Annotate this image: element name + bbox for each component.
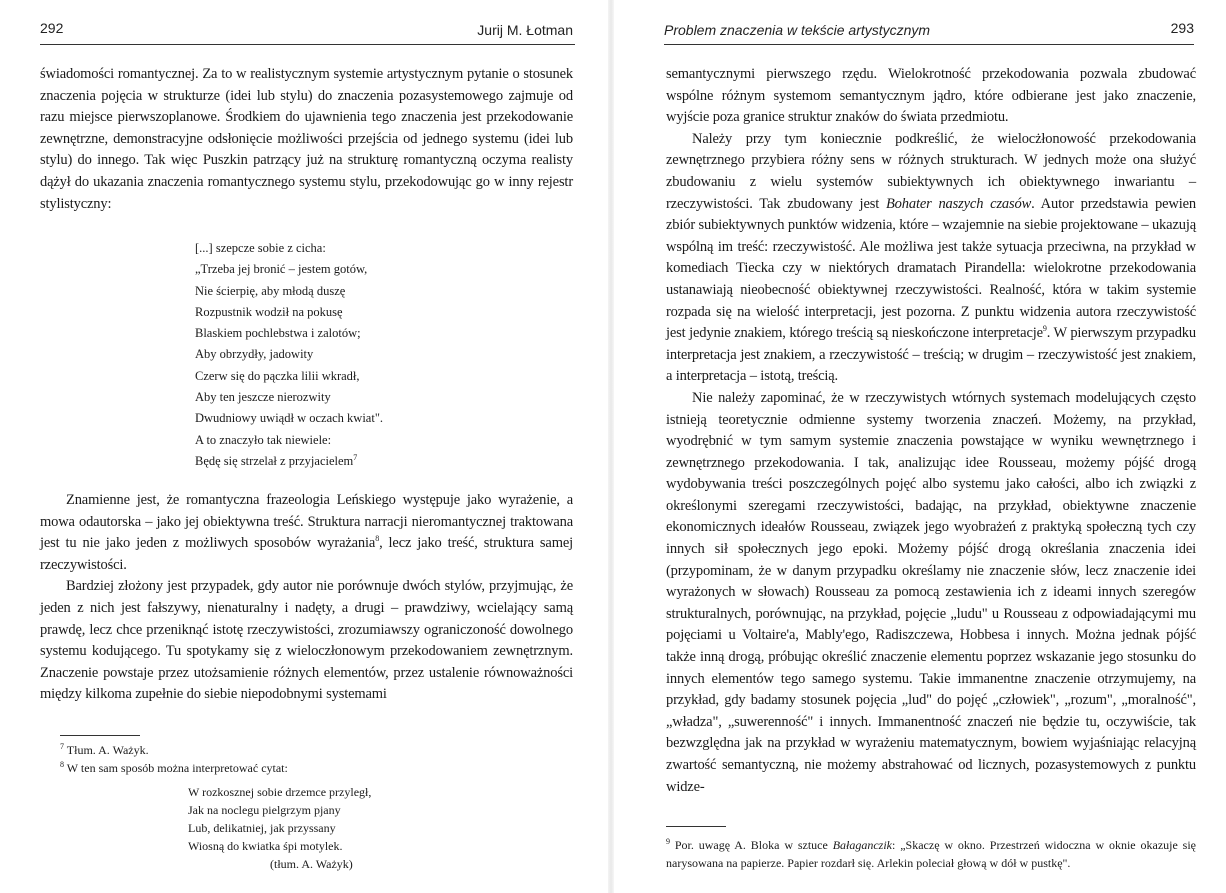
poem-line: Blaskiem pochlebstwa i zalotów; <box>195 326 361 341</box>
footnote-ref: 8 <box>375 534 380 544</box>
right-running-title: Problem znaczenia w tekście artystycznym <box>664 22 931 38</box>
poem-line: Dwudniowy uwiądł w oczach kwiat". <box>195 411 384 426</box>
quoted-poem <box>195 238 383 472</box>
poem-line: Wiosną do kwiatka śpi motylek. <box>188 839 343 853</box>
book-title: Bohater naszych czasów <box>885 195 1032 212</box>
right-paragraph-3: Nie należy zapominać, że w rzeczywistych wtórnych systemach modelujących często istnieją teoretycznie odmienne systemy tworzenia znaczeń. Możemy, na przykład, wyodrębnić w tym samym systemie znaczenia powstające w wyniku wewnętrznego i zewnętrznego przekodowania. I tak, analizując idee Rousseau, możemy pójść drogą wydobywania treści poszczególnych pojęć albo systemu jako całości, albo ich związki z określonymi szeregami rzeczywistości, badając, na przykład, obiektywne znaczenie ekonomicznych ideałów Rousseau, związek jego wyobrażeń z praktyką społeczną tych czy innych sił społecznych jego epoki. Możemy pójść drogą określania znaczenia idei (przypominam, że w danym przypadku określamy nie znaczenie słów, lecz znaczenie idei wyrażonych w słowach) Rousseau za pomocą zestawienia ich z ideami innych szeregów strukturalnych, porównując, na przykład, pojęcie „ludu" u Rousseau z odpowiadającymi mu pojęciami u Voltaire'a, Mably'ego, Radiszczewa, Hobbesa i innych. Można jednak pójść także inną drogą, próbując określić znaczenie elementu poprzez wskazanie jego stosunku do innych elementów tego samego systemu. Takie immanentne znaczenie otrzymujemy, na przykład, gdy badamy stosunek pojęcia „lud" do pojęć „człowiek", „rozum", „moralność", „władza", „suwerenność" i innych. Immanentność znaczeń nie będzie tu, oczywiście, tak bezwzględna jak na przykład w wyrażeniu matematycznym, bowiem wyjaśniając relacyjną zwartość semantyczną, nie możemy abstrahować od licznych, pozasystemowych z punktu widze- <box>666 389 1196 795</box>
poem-line: Jak na noclegu pielgrzym pjany <box>188 803 341 817</box>
footnote-ref: 9 <box>1042 324 1047 334</box>
poem-line: A to znaczyło tak niewiele: <box>195 432 332 447</box>
left-body-top <box>40 64 573 215</box>
poem-line: [...] szepcze sobie z cicha: <box>195 241 326 255</box>
left-paragraph-1: świadomości romantycznej. Za to w realistycznym systemie artystycznym pytanie o stosunek znaczenia pojęcia w strukturze (idei lub stylu) do znaczenia pozasystemowego zajmuje od razu miejsce pierwszoplanowe. Środkiem do ujawnienia tego znaczenia jest przekodowanie zewnętrzne, demonstracyjne odsłonięcie możliwości przejścia od jednego systemu (idei lub stylu) do innego. Tak więc Puszkin patrzący już na strukturę romantyczną oczyma realisty dążył do ukazania znaczenia romantycznego systemu stylu, przekodowując go w inny rejestr stylistyczny: <box>40 66 573 212</box>
left-paragraph-3: Bardziej złożony jest przypadek, gdy autor nie porównuje dwóch stylów, przyjmując, że jeden z nich jest fałszywy, nienaturalny i nadęty, a drugi – prawdziwy, wcielający samą prawdę, lecz chce przeniknąć istotę rzeczywistości, zrozumiawszy ograniczoność dowolnego systemu kodującego. Tu spotykamy się z wieloczłonowym przekodowaniem zewnętrznym. Znaczenie powstaje przez utożsamienie różnych elementów, przez ustalenie równoważności między kilkoma zupełnie do siebie niepodobnymi systemami <box>40 578 573 703</box>
translator-credit: (tłum. A. Ważyk) <box>270 857 353 871</box>
poem-line: „Trzeba jej bronić – jestem gotów, <box>195 262 368 277</box>
poem-line: Aby ten jeszcze nierozwity <box>195 390 331 405</box>
poem-line: Aby obrzydły, jadowity <box>195 347 314 362</box>
right-paragraph-1: semantycznymi pierwszego rzędu. Wielokrotność przekodowania pozwala zbudować wspólne różnym systemom semantycznym jądro, które odbierane jest jako znaczenie, wyjście poza granice struktur znaków do świata przedmiotu. <box>666 66 1196 126</box>
right-running-head <box>664 18 1194 45</box>
left-footnotes <box>60 741 560 873</box>
footnote-7: $^7$ Tłum. A. Ważyk. <box>60 742 149 757</box>
footnote-8-poem <box>188 783 560 873</box>
left-running-head <box>40 18 575 45</box>
footnote-rule <box>666 826 726 827</box>
footnote-ref: 7 <box>353 452 358 462</box>
footnote-9: $^9$ Por. uwagę A. Bloka w sztuce Bałaganczik: „Skaczę w okno. Przestrzeń widoczna w oknie okazuje się narysowana na papierze. Papier rozdarł się. Arlekin poleciał głową w dół w pustkę". <box>666 837 1196 870</box>
poem-line: Lub, delikatniej, jak przyssany <box>188 821 336 835</box>
poem-line: Czerw się do pączka lilii wkradł, <box>195 368 360 383</box>
left-page <box>0 0 610 893</box>
poem-line: W rozkosznej sobie drzemce przyległ, <box>188 785 372 799</box>
poem-line: Rozpustnik wodził na pokusę <box>195 304 343 319</box>
footnote-8: $^8$ W ten sam sposób można interpretować cytat: <box>60 760 288 775</box>
left-page-number: 292 <box>40 20 64 36</box>
right-page-number: 293 <box>1170 20 1194 36</box>
left-running-title: Jurij M. Łotman <box>477 22 573 38</box>
left-paragraph-2: Znamienne jest, że romantyczna frazeologia Leńskiego występuje jako wyrażenie, a mowa odautorska – jako jej obiektywna treść. Struktura narracji nieromantycznej traktowana jest tu nie jako jeden z możliwych sposobów wyrażania$^8$, lecz jako treść, struktura samej rzeczywistości. <box>40 492 574 573</box>
right-body <box>666 64 1196 798</box>
right-page <box>612 0 1226 893</box>
footnote-rule <box>60 735 140 736</box>
poem-line: Będę się strzelał z przyjacielem$^7$ <box>195 452 358 468</box>
left-body-bottom <box>40 490 573 706</box>
poem-line: Nie ścierpię, aby młodą duszę <box>195 283 346 298</box>
right-paragraph-2: Należy przy tym koniecznie podkreślić, że wielocżłonowość przekodowania zewnętrznego przybiera różny sens w różnych strukturach. W jednych może ona służyć zbudowaniu z wielu systemów subiektywnych ich obiektywnego inwariantu – rzeczywistości. Tak zbudowany jest Bohater naszych czasów. Autor przedstawia pewien zbiór subiektywnych punktów widzenia, które – wzajemnie na siebie projektowane – ukazują wspólną im treść: rzeczywistość. Ale możliwa jest także sytuacja przeciwna, na przykład w komediach Tiecka czy w niektórych dramatach Pirandella: wielokrotne przekodowania ustanawiają nieobecność obiektywnej rzeczywistości. Realność, która w takim systemie rozpada się na wielość interpretacji, jest pozorna. Z punktu widzenia autora rzeczywistość jest jedynie znakiem, którego treścią są nieskończone interpretacje$^9$. W pierwszym przypadku interpretacja jest znakiem, a rzeczywistość – treścią; w drugim – rzeczywistość jest znakiem, a interpretacja – istotą, treścią. <box>666 130 1196 385</box>
right-footnotes <box>666 836 1196 872</box>
